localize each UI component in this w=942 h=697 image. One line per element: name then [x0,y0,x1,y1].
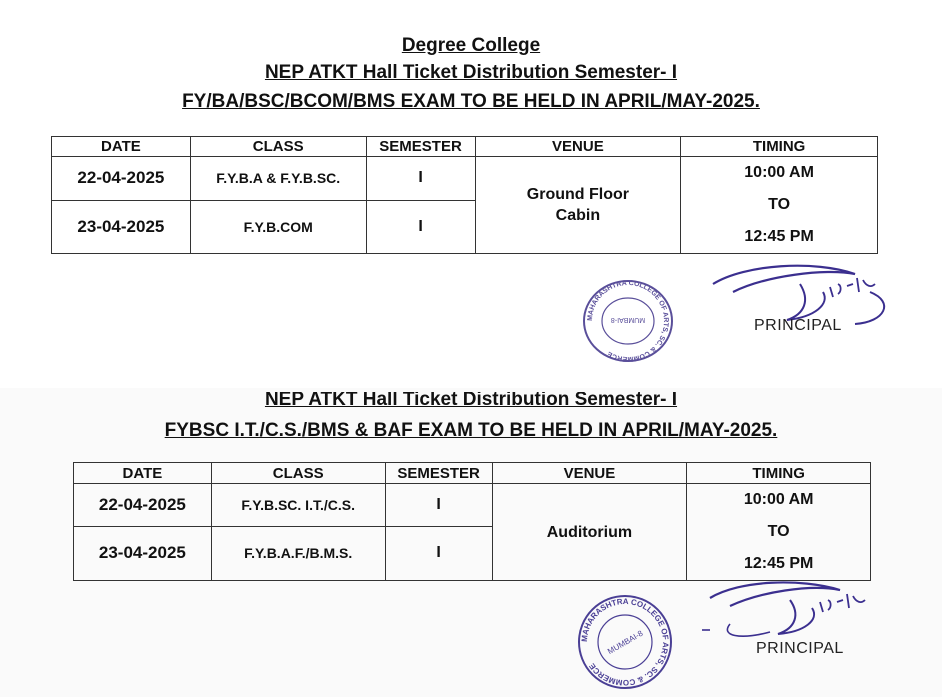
semester-cell: I [366,157,475,201]
semester-cell: I [366,200,475,253]
venue-cell [475,157,681,254]
college-stamp [575,592,675,692]
venue-line-1: Auditorium [546,523,633,541]
date-cell: 23-04-2025 [74,526,212,580]
semester-cell: I [385,484,492,527]
timing-end: 12:45 PM [743,555,814,572]
timing-cell [687,484,871,581]
timing-cell [681,157,878,254]
header-date: DATE [74,463,212,484]
venue-line-2: Cabin [555,207,601,224]
stamp-text: MAHARASHTRA COLLEGE OF ARTS, SC. & COMMERCE [586,279,670,363]
timing-end: 12:45 PM [744,228,814,245]
header-timing: TIMING [681,137,878,157]
header-semester: SEMESTER [366,137,475,157]
schedule-table [73,462,871,581]
class-cell: F.Y.B.COM [190,200,366,253]
header-venue: VENUE [492,463,687,484]
date-cell: 22-04-2025 [52,157,191,201]
header-class: CLASS [190,137,366,157]
principal-label: PRINCIPAL [756,640,844,657]
timing-to: TO [768,196,791,213]
stamp-text: MAHARASHTRA COLLEGE OF ARTS, SC. & COMMERCE [579,596,671,688]
section-2 [0,388,942,697]
notice-subtitle: FYBSC I.T./C.S./BMS & BAF EXAM TO BE HELD IN APRIL/MAY-2025. [164,420,778,441]
notice-title: NEP ATKT Hall Ticket Distribution Semester- I [264,62,678,83]
notice-title: NEP ATKT Hall Ticket Distribution Semester- I [264,392,678,410]
date-cell: 23-04-2025 [52,200,191,253]
header-semester: SEMESTER [385,463,492,484]
notice-subtitle: FY/BA/BSC/BCOM/BMS EXAM TO BE HELD IN APRIL/MAY-2025. [182,91,760,112]
header-venue: VENUE [475,137,681,157]
header-timing: TIMING [687,463,871,484]
header-class: CLASS [211,463,385,484]
schedule-table [51,136,878,254]
class-cell: F.Y.B.SC. I.T./C.S. [211,484,385,527]
stamp-city: MUMBAI-8 [610,316,646,323]
stamp-city: MUMBAI-8 [606,628,645,657]
date-cell: 22-04-2025 [74,484,212,527]
class-cell: F.Y.B.A & F.Y.B.SC. [190,157,366,201]
table-row [52,157,878,201]
timing-to: TO [767,523,790,540]
venue-line-1: Ground Floor [526,186,629,203]
timing-start: 10:00 AM [743,491,814,508]
table-row [74,484,871,527]
venue-cell [492,484,687,581]
college-stamp [578,276,678,366]
header-date: DATE [52,137,191,157]
principal-label: PRINCIPAL [754,317,842,334]
semester-cell: I [385,526,492,580]
college-heading: Degree College [401,35,541,56]
timing-start: 10:00 AM [744,164,814,181]
class-cell: F.Y.B.A.F./B.M.S. [211,526,385,580]
